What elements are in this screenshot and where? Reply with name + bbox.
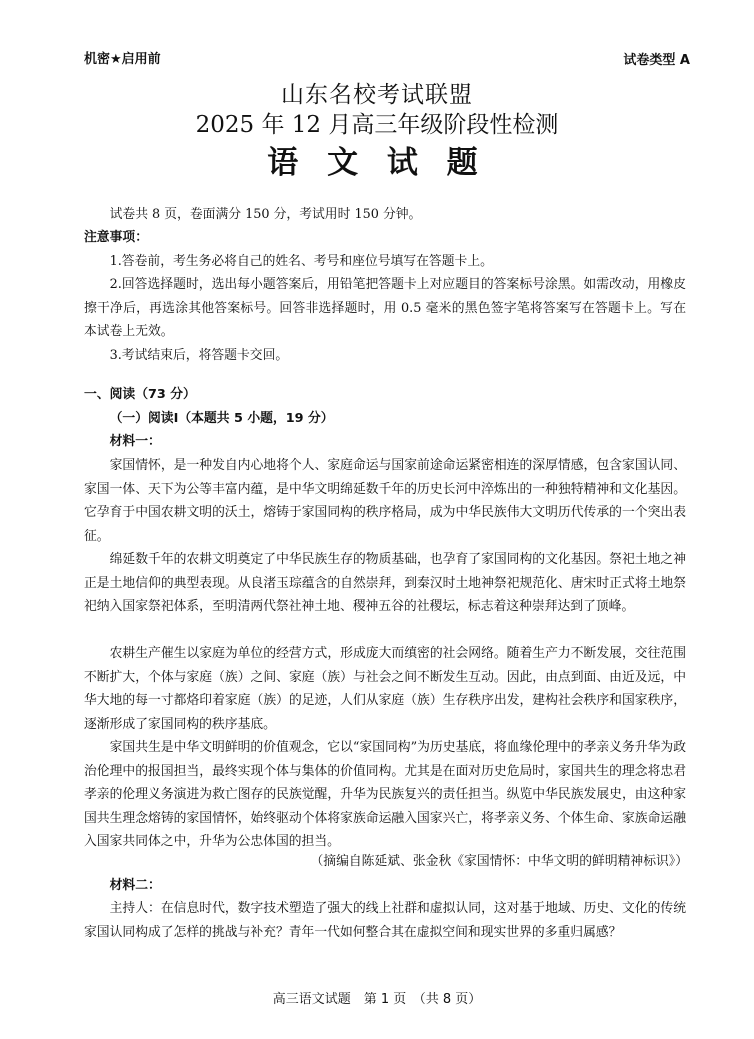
note-item: 2.回答选择题时，选出每小题答案后，用铅笔把答题卡上对应题目的答案标号涂黑。如需改动，用橡皮擦干净后，再选涂其他答案标号。回答非选择题时，用 0.5 毫米的黑色签字笔将答案写在答题卡上。写在本试卷上无效。 xyxy=(84,277,686,340)
confidential-label: 机密★启用前 xyxy=(84,52,161,67)
material-1-paragraph: 家国情怀，是一种发自内心地将个人、家庭命运与国家前途命运紧密相连的深厚情感，包含家国认同、家国一体、天下为公等丰富内蕴，是中华文明绵延数千年的历史长河中淬炼出的一种独特精神和文化基因。它孕育于中国农耕文明的沃土，熔铸于家国同构的秩序格局，成为中华民族伟大文明历代传承的一个突出表征。 xyxy=(84,458,686,544)
exam-name-title: 2025 年 12 月高三年级阶段性检测 xyxy=(195,112,559,138)
subject-title: 语 文 试 题 xyxy=(267,145,487,181)
paper-type-label: 试卷类型 A xyxy=(623,53,690,68)
material-2-label: 材料二： xyxy=(109,878,161,893)
material-1-paragraph: 家国共生是中华文明鲜明的价值观念，它以“家国同构”为历史基底，将血缘伦理中的孝亲义务升华为政治伦理中的报国担当，最终实现个体与集体的价值同构。尤其是在面对历史危局时，家国共生的理念将忠君孝亲的伦理义务演进为救亡图存的民族觉醒，升华为民族复兴的责任担当。纵览中华民族发展史，由这种家国共生理念熔铸的家国情怀，始终驱动个体将家族命运融入国家兴亡，将孝亲义务、个体生命、家族命运融入国家共同体之中，升华为公忠体国的担当。 xyxy=(84,740,686,850)
section-heading: 一、阅读（73 分） xyxy=(84,387,196,402)
material-1-label: 材料一： xyxy=(109,434,161,449)
exam-org-title: 山东名校考试联盟 xyxy=(281,82,473,108)
note-item: 3.考试结束后，将答题卡交回。 xyxy=(109,348,289,363)
material-1-source: （摘编自陈延斌、张金秋《家国情怀：中华文明的鲜明精神标识》） xyxy=(310,854,688,869)
material-2-paragraph: 主持人：在信息时代，数字技术塑造了强大的线上社群和虚拟认同，这对基于地域、历史、文化的传统家国认同构成了怎样的挑战与补充？青年一代如何整合其在虚拟空间和现实世界的多重归属感？ xyxy=(84,901,686,940)
intro-text: 试卷共 8 页，卷面满分 150 分，考试用时 150 分钟。 xyxy=(109,207,422,222)
notes-heading: 注意事项： xyxy=(84,230,148,245)
material-1-paragraph: 绵延数千年的农耕文明奠定了中华民族生存的物质基础，也孕育了家国同构的文化基因。祭祀土地之神正是土地信仰的典型表现。从良渚玉琮蕴含的自然崇拜，到秦汉时土地神祭祀规范化、唐宋时正式将土地祭祀纳入国家祭祀体系，至明清两代祭社神土地、稷神五谷的社稷坛，标志着这种崇拜达到了顶峰。 xyxy=(84,552,686,615)
page-footer: 高三语文试题 第 1 页 （共 8 页） xyxy=(272,992,482,1007)
sub-section-heading: （一）阅读Ⅰ（本题共 5 小题，19 分） xyxy=(109,411,334,426)
note-item: 1.答卷前，考生务必将自己的姓名、考号和座位号填写在答题卡上。 xyxy=(109,254,493,269)
material-1-paragraph: 农耕生产催生以家庭为单位的经营方式，形成庞大而缜密的社会网络。随着生产力不断发展，交往范围不断扩大，个体与家庭（族）之间、家庭（族）与社会之间不断发生互动。因此，由点到面、由近及远，中华大地的每一寸都烙印着家庭（族）的足迹，人们从家庭（族）生存秩序出发，建构社会秩序和国家秩序，逐渐形成了家国同构的秩序基底。 xyxy=(84,646,686,732)
